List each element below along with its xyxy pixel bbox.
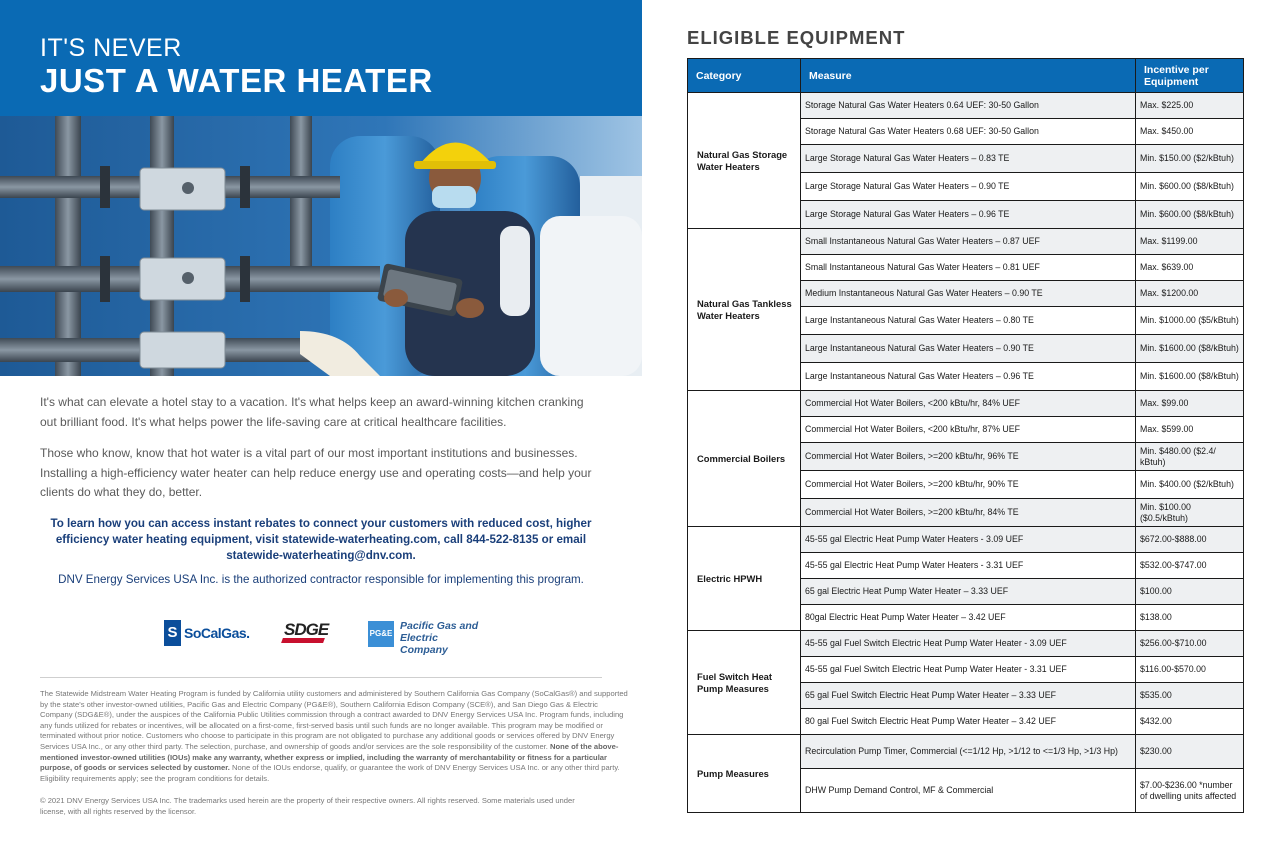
measure-cell: Commercial Hot Water Boilers, >=200 kBtu/hr, 96% TE <box>801 443 1136 471</box>
measure-cell: Large Storage Natural Gas Water Heaters – 0.90 TE <box>801 173 1136 201</box>
headline-line-1: IT'S NEVER <box>40 34 182 62</box>
table-row <box>688 527 1244 553</box>
measure-cell: Large Instantaneous Natural Gas Water Heaters – 0.96 TE <box>801 363 1136 391</box>
measure-cell: Large Storage Natural Gas Water Heaters – 0.83 TE <box>801 145 1136 173</box>
photo-illustration <box>0 116 642 376</box>
measure-cell: Storage Natural Gas Water Heaters 0.68 UEF: 30-50 Gallon <box>801 119 1136 145</box>
incentive-cell: Min. $400.00 ($2/kBtuh) <box>1136 471 1244 499</box>
table-row <box>688 93 1244 119</box>
contractor-statement: DNV Energy Services USA Inc. is the authorized contractor responsible for implementing this program. <box>58 573 584 586</box>
intro-paragraph-2: Those who know, know that hot water is a vital part of our most important institutions and businesses. Installing a high-efficiency water heater can help reduce energy use and operating costs—and help your clients do what they do, better. <box>40 446 592 499</box>
hero-banner <box>0 0 642 116</box>
table-header-row <box>688 59 1244 93</box>
category-cell: Electric HPWH <box>688 527 801 631</box>
measure-cell: Large Storage Natural Gas Water Heaters – 0.96 TE <box>801 201 1136 229</box>
measure-cell: Medium Instantaneous Natural Gas Water Heaters – 0.90 TE <box>801 281 1136 307</box>
measure-cell: Large Instantaneous Natural Gas Water Heaters – 0.80 TE <box>801 307 1136 335</box>
pge-mark: PG&E <box>368 621 394 647</box>
equipment-table <box>687 58 1244 813</box>
socalgas-logo <box>164 618 250 648</box>
divider <box>40 677 602 678</box>
category-cell: Natural Gas Tankless Water Heaters <box>688 229 801 391</box>
call-to-action: To learn how you can access instant rebates to connect your customers with reduced cost, higher efficiency water heating equipment, visit statewide-waterheating.com, call 844-522-8135 or email statewide-waterheating@dnv.com. <box>50 517 592 562</box>
measure-cell: Storage Natural Gas Water Heaters 0.64 UEF: 30-50 Gallon <box>801 93 1136 119</box>
incentive-cell: $672.00-$888.00 <box>1136 527 1244 553</box>
incentive-cell: $100.00 <box>1136 579 1244 605</box>
table-row <box>688 391 1244 417</box>
intro-paragraph-1: It's what can elevate a hotel stay to a vacation. It's what helps keep an award-winning kitchen cranking out brilliant food. It's what helps power the life-saving care at critical healthcare facilities. <box>40 395 584 429</box>
category-cell: Pump Measures <box>688 735 801 813</box>
incentive-cell: Min. $600.00 ($8/kBtuh) <box>1136 173 1244 201</box>
incentive-cell: Min. $150.00 ($2/kBtuh) <box>1136 145 1244 173</box>
incentive-cell: Min. $100.00 ($0.5/kBtuh) <box>1136 499 1244 527</box>
incentive-cell: $532.00-$747.00 <box>1136 553 1244 579</box>
measure-cell: 80 gal Fuel Switch Electric Heat Pump Water Heater – 3.42 UEF <box>801 709 1136 735</box>
measure-cell: Commercial Hot Water Boilers, >=200 kBtu/hr, 84% TE <box>801 499 1136 527</box>
category-cell: Commercial Boilers <box>688 391 801 527</box>
incentive-cell: $256.00-$710.00 <box>1136 631 1244 657</box>
copyright-notice: © 2021 DNV Energy Services USA Inc. The trademarks used herein are the property of their respective owners. All rights reserved. Some materials used under license, with all rights reserved by the licensor. <box>40 796 575 816</box>
measure-cell: 45-55 gal Electric Heat Pump Water Heaters - 3.31 UEF <box>801 553 1136 579</box>
incentive-cell: Max. $225.00 <box>1136 93 1244 119</box>
measure-cell: 65 gal Electric Heat Pump Water Heater – 3.33 UEF <box>801 579 1136 605</box>
disclaimer-text-2: None of the IOUs endorse, qualify, or guarantee the work of DNV Energy Services USA Inc. or any other third party. Eligibility requirements apply; see the program conditions for details. <box>40 763 620 783</box>
table-row <box>688 735 1244 769</box>
measure-cell: 65 gal Fuel Switch Electric Heat Pump Water Heater – 3.33 UEF <box>801 683 1136 709</box>
socalgas-wordmark: SoCalGas. <box>184 625 250 641</box>
measure-cell: 45-55 gal Fuel Switch Electric Heat Pump Water Heater - 3.31 UEF <box>801 657 1136 683</box>
incentive-cell: Max. $1199.00 <box>1136 229 1244 255</box>
equipment-table-body <box>688 93 1244 813</box>
column-header-measure: Measure <box>801 59 1136 93</box>
socalgas-mark: S <box>164 620 181 646</box>
table-row <box>688 229 1244 255</box>
measure-cell: 80gal Electric Heat Pump Water Heater – 3.42 UEF <box>801 605 1136 631</box>
measure-cell: DHW Pump Demand Control, MF & Commercial <box>801 769 1136 813</box>
incentive-cell: Min. $480.00 ($2.4/ kBtuh) <box>1136 443 1244 471</box>
pge-line-1: Pacific Gas and <box>400 620 479 632</box>
category-cell: Natural Gas Storage Water Heaters <box>688 93 801 229</box>
incentive-cell: $7.00-$236.00 *number of dwelling units affected <box>1136 769 1244 813</box>
measure-cell: Large Instantaneous Natural Gas Water Heaters – 0.90 TE <box>801 335 1136 363</box>
pge-logo <box>368 617 488 656</box>
measure-cell: 45-55 gal Electric Heat Pump Water Heaters - 3.09 UEF <box>801 527 1136 553</box>
legal-disclaimer <box>40 689 632 784</box>
pge-wordmark <box>400 620 488 656</box>
measure-cell: Commercial Hot Water Boilers, <200 kBtu/hr, 87% UEF <box>801 417 1136 443</box>
incentive-cell: $432.00 <box>1136 709 1244 735</box>
headline-line-2: JUST A WATER HEATER <box>40 62 433 99</box>
incentive-cell: Max. $599.00 <box>1136 417 1244 443</box>
incentive-cell: Min. $1000.00 ($5/kBtuh) <box>1136 307 1244 335</box>
category-cell: Fuel Switch Heat Pump Measures <box>688 631 801 735</box>
incentive-cell: Min. $600.00 ($8/kBtuh) <box>1136 201 1244 229</box>
incentive-cell: Max. $450.00 <box>1136 119 1244 145</box>
incentive-cell: Max. $639.00 <box>1136 255 1244 281</box>
incentive-cell: $535.00 <box>1136 683 1244 709</box>
incentive-cell: Min. $1600.00 ($8/kBtuh) <box>1136 363 1244 391</box>
equipment-title: ELIGIBLE EQUIPMENT <box>687 27 906 48</box>
measure-cell: Small Instantaneous Natural Gas Water Heaters – 0.81 UEF <box>801 255 1136 281</box>
disclaimer-warranty: None of the above-mentioned investor-owned utilities (IOUs) make any warranty, whether express or implied, including the warranty of merchantability or fitness for a particular purpose, of goods or services selected by customer. <box>40 741 619 773</box>
sdge-logo <box>282 617 328 647</box>
measure-cell: Commercial Hot Water Boilers, <200 kBtu/hr, 84% UEF <box>801 391 1136 417</box>
utility-logos <box>160 615 490 656</box>
incentive-cell: $230.00 <box>1136 735 1244 769</box>
incentive-cell: Max. $1200.00 <box>1136 281 1244 307</box>
measure-cell: Small Instantaneous Natural Gas Water Heaters – 0.87 UEF <box>801 229 1136 255</box>
technician-photo <box>0 116 642 376</box>
column-header-incentive: Incentive per Equipment <box>1136 59 1244 93</box>
measure-cell: 45-55 gal Fuel Switch Electric Heat Pump Water Heater - 3.09 UEF <box>801 631 1136 657</box>
disclaimer-text-1: The Statewide Midstream Water Heating Program is funded by California utility customers and administered by Southern California Gas Company (SoCalGas®) and supported by the state's other investor-owned utilities, Pacific Gas and Electric Company (PG&E®), Southern California Edison Company (SCE®), and San Diego Gas & Electric Company (SDG&E®), under the auspices of the California Public Utilities commission through a contract awarded to DNV Energy Services USA Inc. Program funds, including any funds utilized for rebates or incentives, will be allocated on a first-come, first-served basis until such funds are no longer available. This program may be modified or terminated without prior notice. Customers who choose to participate in this program are not obligated to purchase any additional goods or services offered by DNV Energy Services USA Inc., or any other third party. The selection, purchase, and ownership of goods and/or services are the sole responsibility of the customer. <box>40 689 628 751</box>
incentive-cell: $138.00 <box>1136 605 1244 631</box>
sdge-wordmark: SDGE <box>284 620 329 639</box>
measure-cell: Commercial Hot Water Boilers, >=200 kBtu/hr, 90% TE <box>801 471 1136 499</box>
table-row <box>688 631 1244 657</box>
column-header-category: Category <box>688 59 801 93</box>
incentive-cell: Max. $99.00 <box>1136 391 1244 417</box>
pge-line-2: Electric Company <box>400 632 448 656</box>
measure-cell: Recirculation Pump Timer, Commercial (<=1/12 Hp, >1/12 to <=1/3 Hp, >1/3 Hp) <box>801 735 1136 769</box>
incentive-cell: $116.00-$570.00 <box>1136 657 1244 683</box>
incentive-cell: Min. $1600.00 ($8/kBtuh) <box>1136 335 1244 363</box>
